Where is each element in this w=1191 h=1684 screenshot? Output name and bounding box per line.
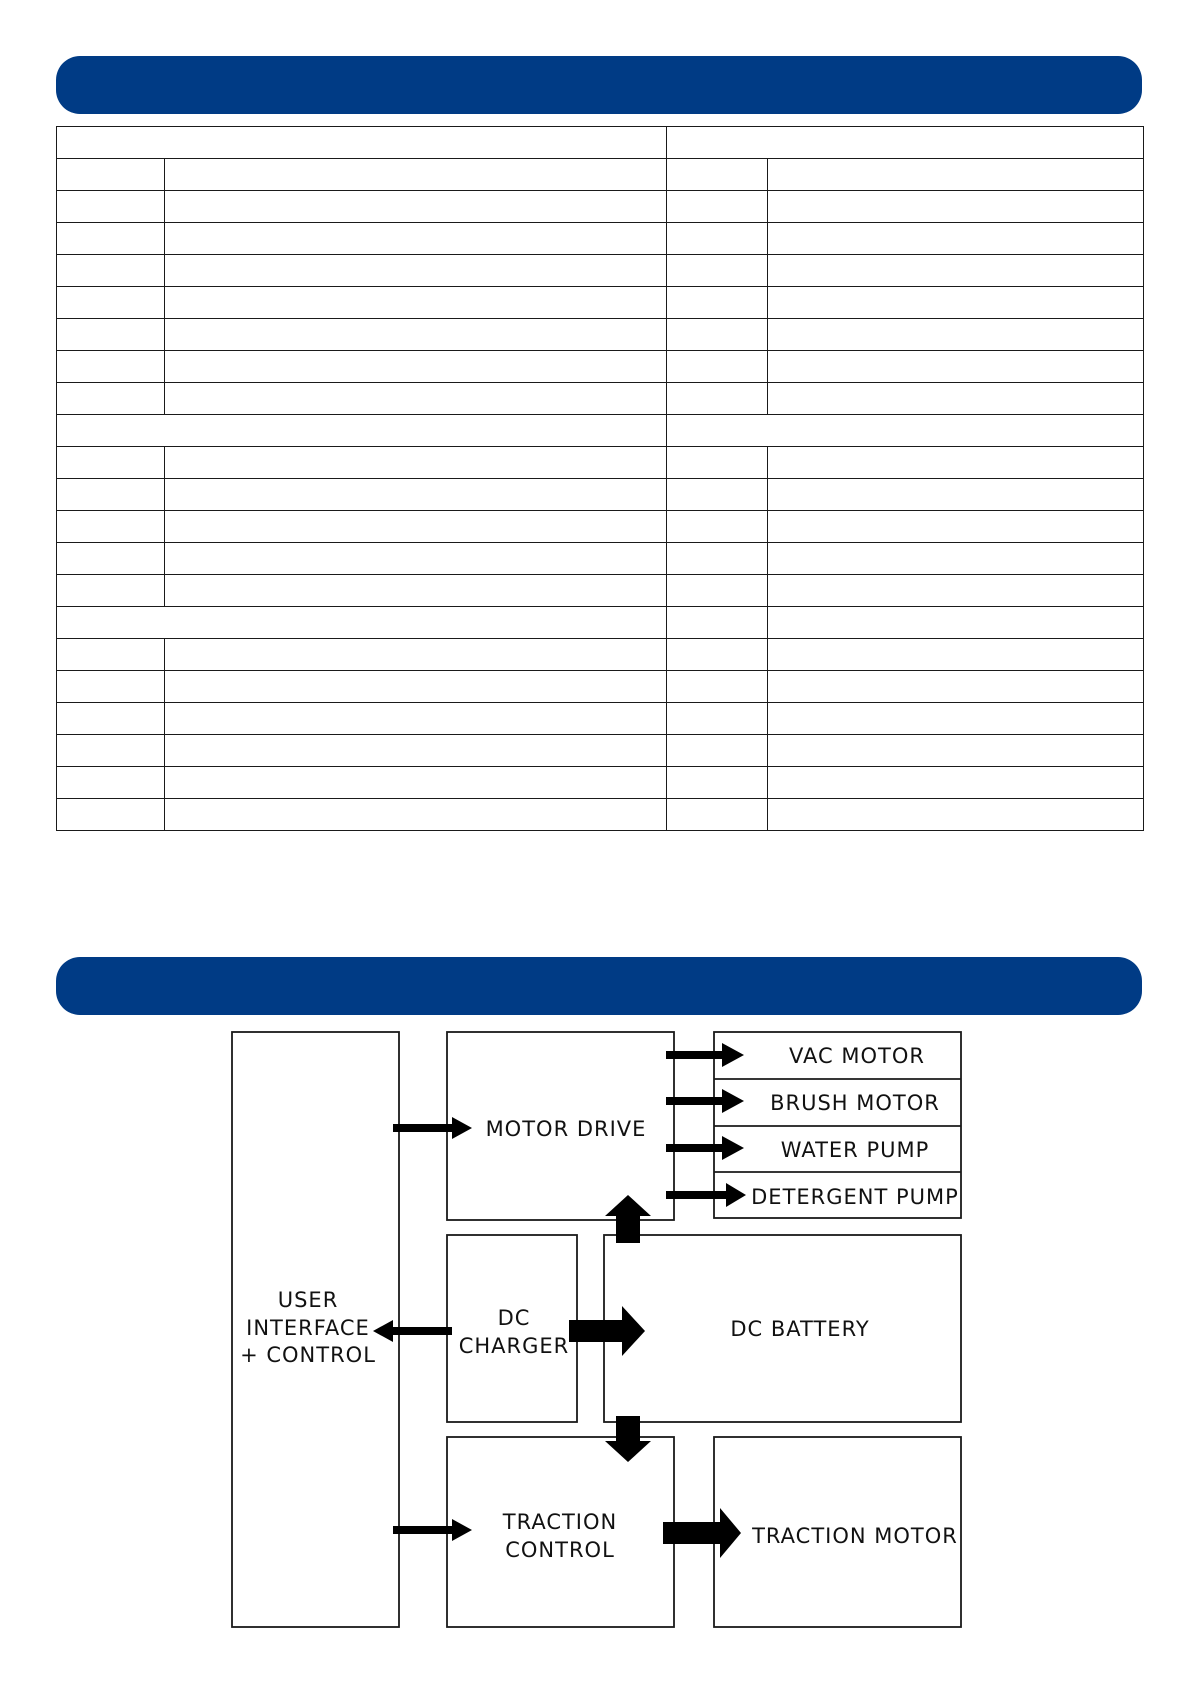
to-vac-motor-arrow [666,1043,744,1067]
traction-control-label-line2: CONTROL [505,1538,615,1562]
water-pump-label: WATER PUMP [780,1138,930,1162]
ui-to-motor-drive-arrow [393,1117,472,1139]
traction-control-label-line1: TRACTION [502,1510,618,1534]
detergent-pump-label: DETERGENT PUMP [751,1185,959,1209]
ui-to-traction-control-arrow [393,1519,472,1541]
charger-to-battery-arrow [569,1306,645,1356]
to-water-pump-arrow [666,1136,744,1160]
to-brush-motor-arrow [666,1089,744,1113]
vac-motor-label: VAC MOTOR [789,1044,925,1068]
user-interface-label-line1: USER [277,1288,339,1312]
battery-to-traction-control-arrow [605,1416,651,1462]
user-interface-label-line2: INTERFACE [246,1316,370,1340]
motor-drive-label: MOTOR DRIVE [485,1117,647,1141]
traction-motor-label: TRACTION MOTOR [752,1524,958,1548]
dc-charger-label-line2: CHARGER [458,1334,570,1358]
to-detergent-pump-arrow [666,1183,746,1207]
brush-motor-label: BRUSH MOTOR [770,1091,940,1115]
dc-charger-label-line1: DC [497,1306,531,1330]
dc-battery-label: DC BATTERY [730,1317,870,1341]
charger-to-ui-arrow [373,1320,452,1342]
user-interface-label-line3: + CONTROL [240,1343,376,1367]
